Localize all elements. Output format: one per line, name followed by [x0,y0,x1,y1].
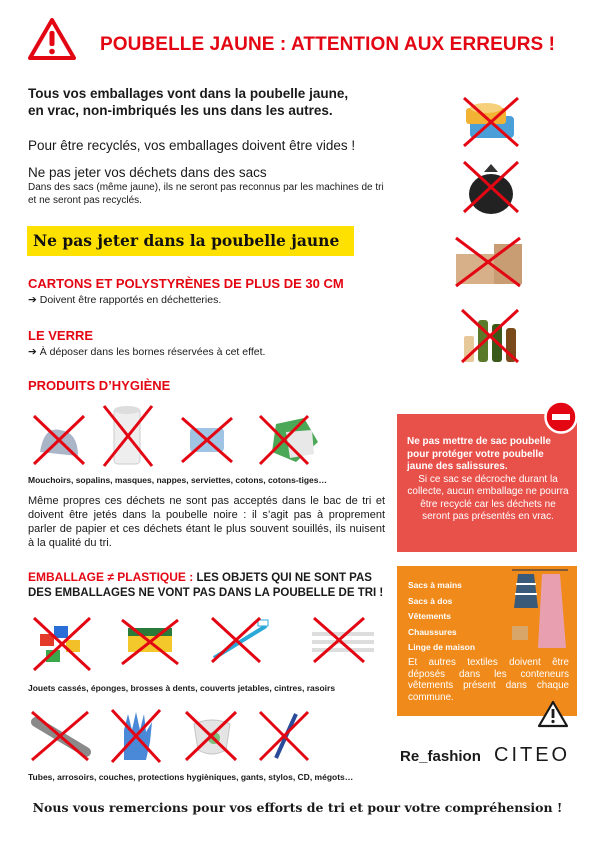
banner-text: Ne pas jeter dans la poubelle jaune [33,231,340,250]
empty-packaging-note: Pour être recyclés, vos emballages doivent être vides ! [28,138,356,153]
sponge-image [118,616,182,673]
arrow-icon: ➔ [28,346,37,358]
no-entry-icon [544,400,578,439]
cartons-title: CARTONS ET POLYSTYRÈNES DE PLUS DE 30 CM [28,276,344,291]
mask-image [178,414,236,471]
warning-icon [26,16,78,67]
emballage-caption-2: Tubes, arrosoirs, couches, protections hygièniques, gants, stylos, CD, mégots… [28,772,354,782]
page-title: POUBELLE JAUNE : ATTENTION AUX ERREURS ! [100,34,556,55]
tube-image [28,708,92,769]
verre-desc: ➔ À déposer dans les bornes réservées à cet effet. [28,346,266,358]
glass-bottles-image [456,306,522,371]
banner [27,226,354,256]
list-item: Chaussures [408,626,457,637]
cardboard-boxes-image [450,236,526,293]
warning-icon [537,700,569,733]
list-item: Linge de maison [408,642,476,652]
hygiene-body: Même propres ces déchets ne sont pas acceptés dans le bac de tri et doivent être jetés dans la poubelle noire : il s’agit pas à proprement parler de papier et ces déchets étant le plus souvent souillés, ils nuisent à la qualité du tri. [28,495,385,549]
glove-image [108,706,164,771]
paper-towel-image [100,402,156,475]
footer-thanks: Nous vous remercions pour vos efforts de tri et pour votre compréhension ! [32,800,563,815]
diaper-image [182,708,240,769]
no-bag-text: Si ce sac se décroche durant la collecte, aucun emballage ne pourra être recyclé car les déchets ne seront pas présentés en vrac. [407,473,569,522]
cutlery-image [304,614,380,671]
hygiene-title: PRODUITS D’HYGIÈNE [28,378,171,393]
intro-main: Tous vos emballages vont dans la poubelle jaune, en vrac, non-imbriqués les uns dans les autres. [28,86,349,118]
textiles-text: Et autres textiles doivent être déposés dans les conteneurs vêtements présent dans chaque commune. [408,657,569,703]
arrow-icon: ➔ [28,294,37,306]
cartons-desc: ➔ Doivent être rapportés en déchetteries. [28,294,222,306]
pen-image [256,708,312,769]
refashion-logo: Re_fashion [400,748,481,765]
list-item: Vêtements [408,611,451,621]
list-item: Sacs à mains [408,580,462,590]
citeo-logo: CITEO [494,744,571,766]
hygiene-caption: Mouchoirs, sopalins, masques, nappes, serviettes, cotons, cotons-tiges… [28,475,327,485]
nested-packaging-image [458,94,524,155]
verre-title: LE VERRE [28,328,94,343]
clothes-image [508,564,572,659]
emballage-caption-1: Jouets cassés, éponges, brosses à dents, couverts jetables, cintres, rasoirs [28,683,336,693]
list-item: Sacs à dos [408,595,453,606]
bag-description: Dans des sacs (même jaune), ils ne seront pas reconnus par les machines de tri et ne seront pas recyclés. [28,182,384,206]
trash-bag-image [460,158,522,221]
tissues-image [30,412,88,473]
no-bag-bold: Ne pas mettre de sac poubelle pour protéger votre poubelle jaune des salissures. [407,436,551,472]
bag-title: Ne pas jeter vos déchets dans des sacs [28,165,267,180]
toys-image [30,614,94,679]
toothbrush-image [204,614,276,671]
napkins-image [256,412,328,473]
emballage-title: EMBALLAGE ≠ PLASTIQUE : LES OBJETS QUI NE SONT PAS DES EMBALLAGES NE VONT PAS DANS LA POUBELLE DE TRI ! [28,570,384,599]
